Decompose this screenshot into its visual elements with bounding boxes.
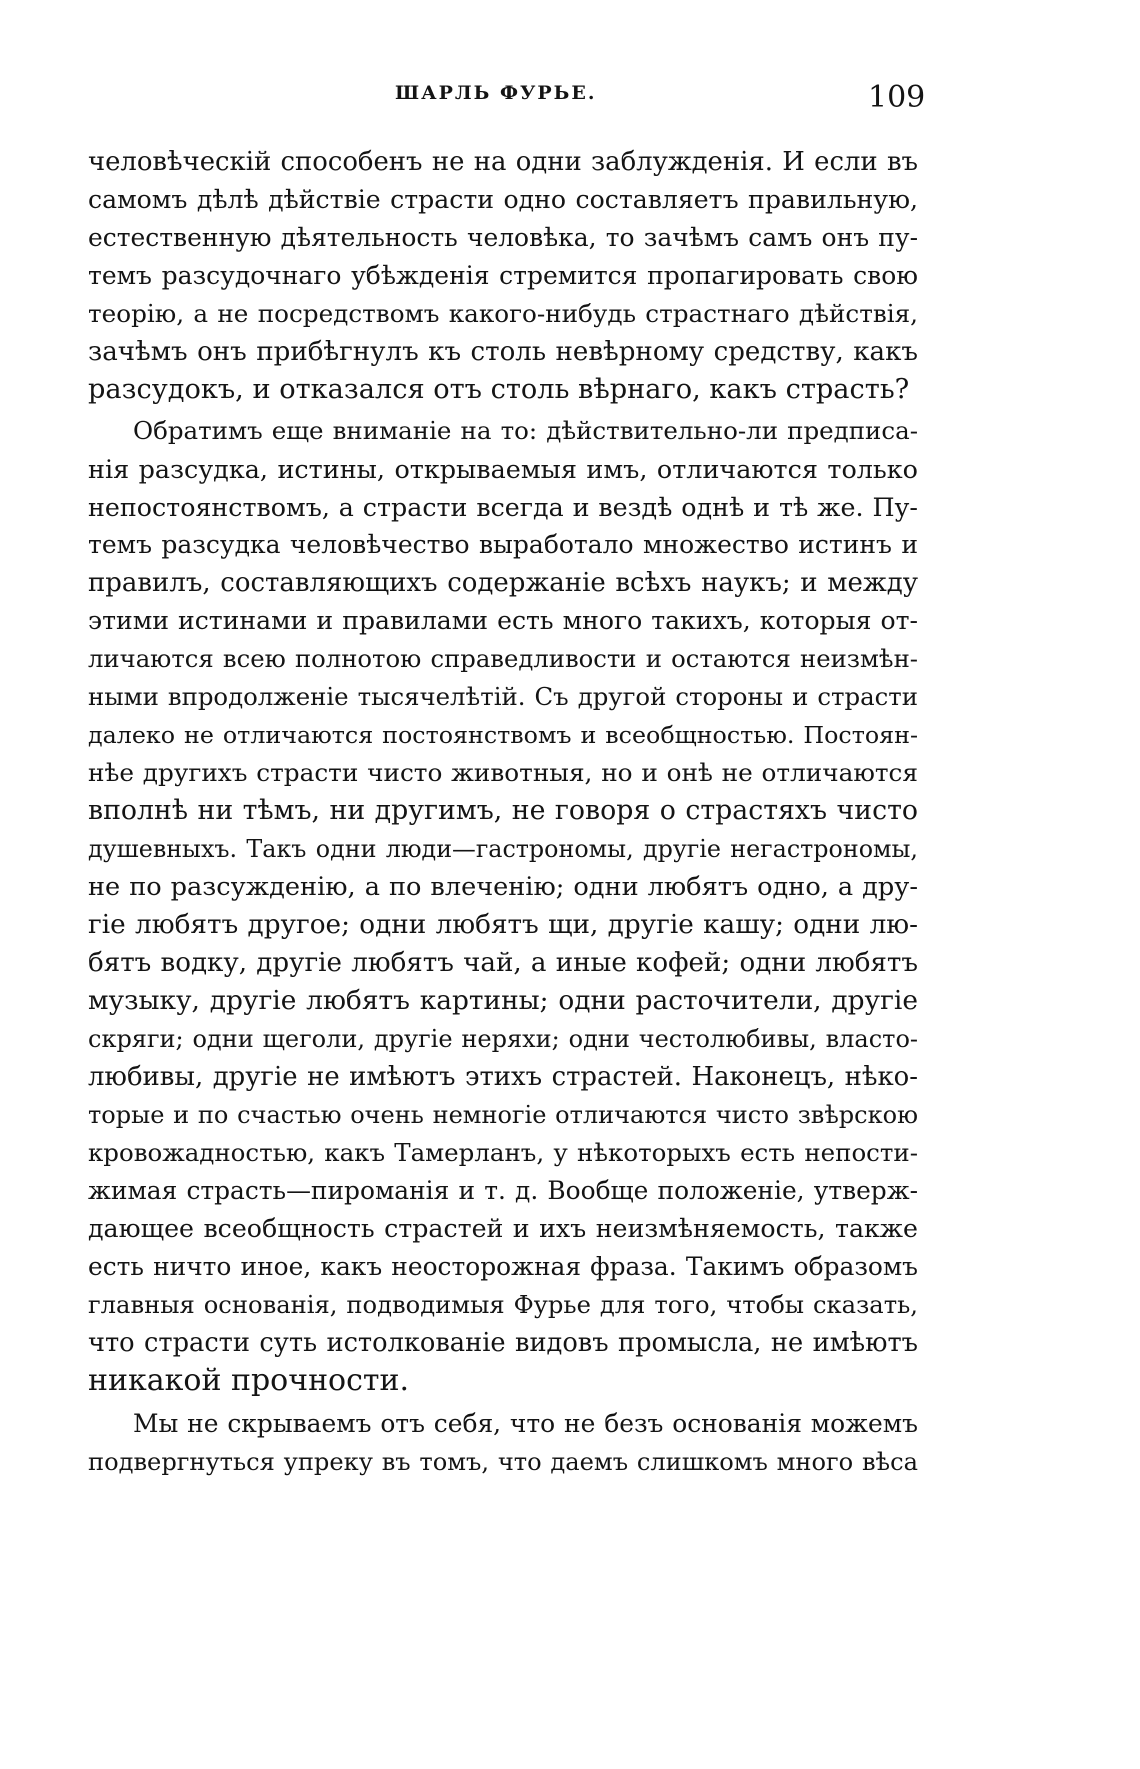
text-line: любивы, другіе не имѣютъ этихъ страстей. Наконецъ, нѣко-: [88, 1062, 918, 1092]
text-line: этими истинами и правилами есть много такихъ, которыя от-: [88, 606, 918, 635]
text-line: дающее всеобщность страстей и ихъ неизмѣняемость, также: [88, 1214, 918, 1243]
text-line: далеко не отличаются постоянствомъ и всеобщностью. Постоян-: [88, 721, 918, 749]
text-line: торые и по счастью очень немногіе отличаются чисто звѣрскою: [88, 1101, 918, 1129]
text-line: разсудокъ, и отказался отъ столь вѣрнаго, какъ страсть?: [88, 374, 910, 405]
text-line: главныя основанія, подводимыя Фурье для того, чтобы сказать,: [88, 1291, 918, 1319]
text-line: теорію, а не посредствомъ какого-нибудь страстнаго дѣйствія,: [88, 299, 918, 328]
page-number: 109: [868, 80, 926, 115]
text-line: ными впродолженіе тысячелѣтій. Съ другой стороны и страсти: [88, 682, 918, 711]
text-line: самомъ дѣлѣ дѣйствіе страсти одно составляетъ правильную,: [88, 185, 918, 214]
text-line: есть ничто иное, какъ неосторожная фраза. Такимъ образомъ: [88, 1252, 918, 1281]
text-line: душевныхъ. Такъ одни люди—гастрономы, другіе негастрономы,: [88, 835, 918, 863]
text-line: человѣческій способенъ не на одни заблужденія. И если въ: [88, 147, 918, 177]
text-line: подвергнуться упреку въ томъ, что даемъ слишкомъ много вѣса: [88, 1448, 918, 1476]
text-line: бятъ водку, другіе любятъ чай, а иные кофей; одни любятъ: [88, 948, 918, 978]
text-line: музыку, другіе любятъ картины; одни расточители, другіе: [88, 985, 918, 1016]
text-line: вполнѣ ни тѣмъ, ни другимъ, не говоря о страстяхъ чисто: [88, 795, 918, 826]
text-line: нѣе другихъ страсти чисто животныя, но и онѣ не отличаются: [88, 758, 918, 787]
text-line: темъ разсудочнаго убѣжденія стремится пропагировать свою: [88, 261, 918, 290]
text-line: скряги; одни щеголи, другіе неряхи; одни честолюбивы, власто-: [88, 1025, 918, 1053]
text-line: нія разсудка, истины, открываемыя имъ, отличаются только: [88, 454, 918, 484]
text-line: кровожадностью, какъ Тамерланъ, у нѣкоторыхъ есть непости-: [88, 1138, 918, 1167]
running-title: ШАРЛЬ ФУРЬЕ.: [395, 82, 597, 104]
paragraph-first-line: Мы не скрываемъ отъ себя, что не безъ основанія можемъ: [133, 1409, 918, 1438]
text-line: гіе любятъ другое; одни любятъ щи, другіе кашу; одни лю-: [88, 910, 918, 940]
text-line: непостоянствомъ, а страсти всегда и вездѣ однѣ и тѣ же. Пу-: [88, 492, 918, 522]
text-line: темъ разсудка человѣчество выработало множество истинъ и: [88, 530, 918, 559]
text-line: естественную дѣятельность человѣка, то зачѣмъ самъ онъ пу-: [88, 223, 918, 252]
text-line: что страсти суть истолкованіе видовъ промысла, не имѣютъ: [88, 1328, 918, 1358]
text-line: не по разсужденію, а по влеченію; одни любятъ одно, а дру-: [88, 872, 918, 902]
text-line: зачѣмъ онъ прибѣгнулъ къ столь невѣрному средству, какъ: [88, 337, 918, 367]
text-line: правилъ, составляющихъ содержаніе всѣхъ наукъ; и между: [88, 568, 918, 598]
paragraph-first-line: Обратимъ еще вниманіе на то: дѣйствительно-ли предписа-: [133, 416, 918, 445]
text-line: жимая страсть—пироманія и т. д. Вообще положеніе, утверж-: [88, 1176, 918, 1205]
text-line: никакой прочности.: [88, 1363, 410, 1398]
text-line: личаются всею полнотою справедливости и остаются неизмѣн-: [88, 644, 918, 673]
